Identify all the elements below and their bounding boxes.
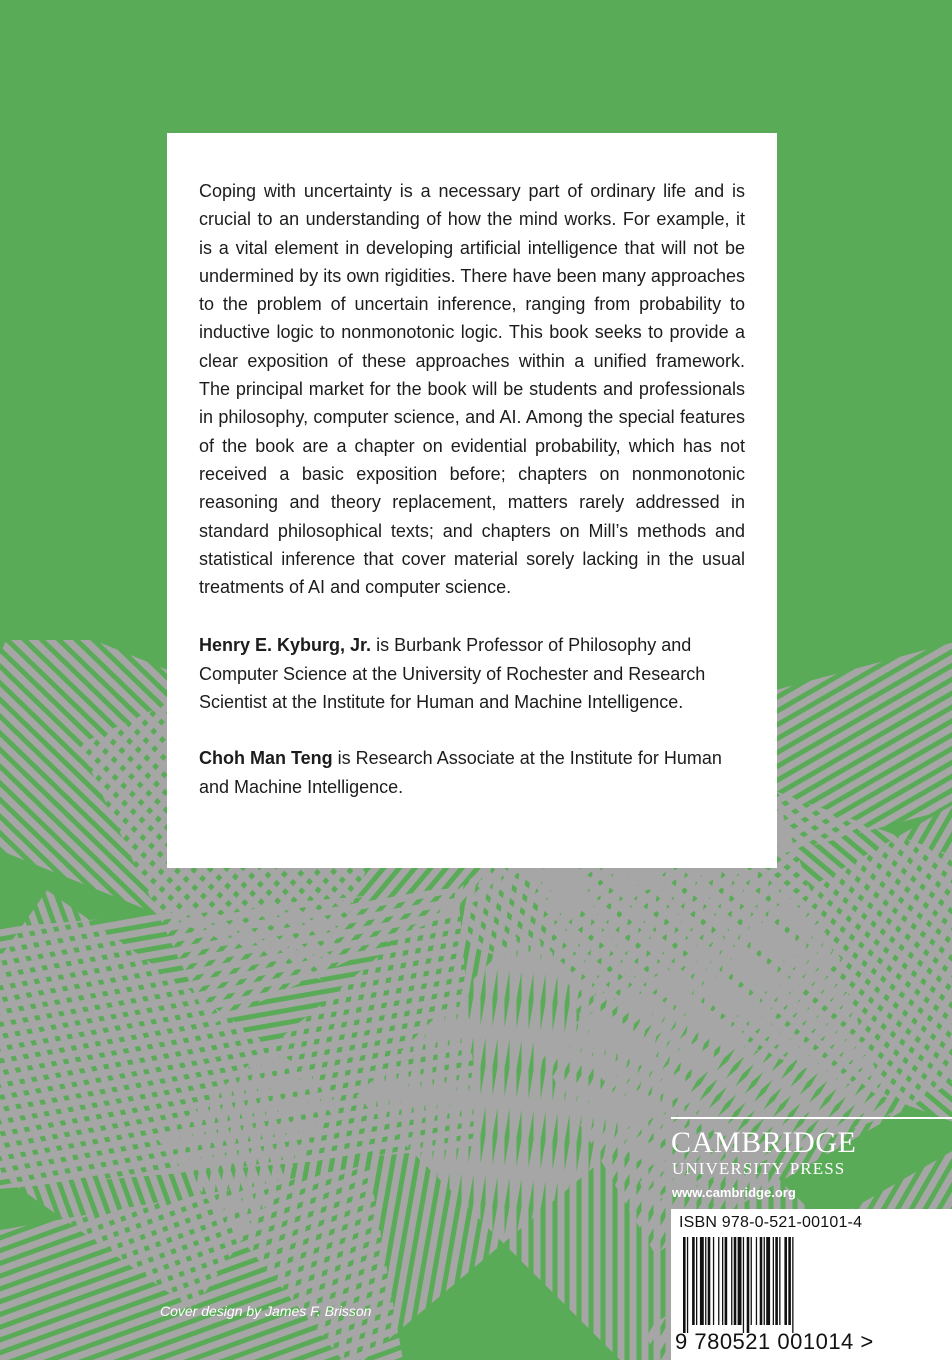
- barcode-bar: [751, 1237, 752, 1325]
- book-description: Coping with uncertainty is a necessary part of ordinary life and is crucial to an understanding of how the mind works. For example, it is a vital element in developing artificial intelligence that will not be undermined by its own rigidities. There have been many approaches to the problem of uncertain inference, ranging from probability to inductive logic to nonmonotonic logic. This book seeks to provide a clear exposition of these approaches within a unified framework. The principal market for the book will be students and professionals in philosophy, computer science, and AI. Among the special features of the book are a chapter on evidential probability, which has not received a basic exposition before; chapters on nonmonotonic reasoning and theory replacement, matters rarely addressed in standard philosophical texts; and chapters on Mill’s methods and statistical inference that cover material sorely lacking in the usual treatments of AI and computer science.: [199, 181, 745, 598]
- barcode-bar: [738, 1237, 742, 1325]
- blurb-panel: [167, 133, 777, 868]
- barcode-bar: [764, 1237, 765, 1325]
- barcode-digits: 9 780521 001014 >: [675, 1329, 874, 1354]
- barcode-bar: [696, 1237, 697, 1325]
- author-bio-text: is Burbank Professor of Philosophy and Computer Science at the University of Rochester and Research Scientist at the Institute for Human and Machine Intelligence.: [199, 635, 706, 713]
- barcode-bar: [683, 1237, 686, 1333]
- barcode-bar: [792, 1237, 793, 1333]
- barcode-bar: [708, 1237, 711, 1325]
- barcode-bar: [692, 1237, 695, 1325]
- author-name: Choh Man Teng: [199, 748, 333, 769]
- author-bio-kyburg: [199, 631, 745, 716]
- cover-design-credit: Cover design by James F. Brisson: [160, 1303, 372, 1319]
- author-name: Henry E. Kyburg, Jr.: [199, 635, 372, 656]
- publisher-logo: [671, 1117, 952, 1207]
- isbn-barcode: [671, 1209, 952, 1360]
- barcode-bars: [679, 1237, 877, 1337]
- barcode-bar: [766, 1237, 770, 1325]
- barcode-bar: [760, 1237, 763, 1325]
- publisher-url: www.cambridge.org: [672, 1185, 796, 1200]
- barcode-bar: [725, 1237, 728, 1325]
- isbn-label: ISBN 978-0-521-00101-4: [679, 1214, 863, 1231]
- publisher-rule: [671, 1117, 952, 1119]
- author-bio-text: is Research Associate at the Institute for Human and Machine Intelligence.: [199, 748, 722, 797]
- barcode-bar: [705, 1237, 706, 1325]
- barcode-bar: [700, 1237, 704, 1325]
- barcode-bar: [722, 1237, 723, 1325]
- stripe-band: [0, 888, 480, 1192]
- barcode-bar: [687, 1237, 688, 1333]
- author-bio-teng: [199, 744, 745, 801]
- barcode-bar: [779, 1237, 780, 1325]
- publisher-name: CAMBRIDGE: [671, 1126, 857, 1159]
- barcode-bar: [784, 1237, 787, 1325]
- barcode-bar: [788, 1237, 791, 1325]
- barcode-bar: [743, 1237, 744, 1333]
- barcode-bar: [756, 1237, 757, 1325]
- publisher-subtitle: UNIVERSITY PRESS: [672, 1159, 846, 1178]
- barcode-bar: [775, 1237, 778, 1325]
- barcode-bar: [747, 1237, 750, 1333]
- barcode-bar: [718, 1237, 719, 1325]
- barcode-bar: [734, 1237, 737, 1325]
- barcode-bar: [713, 1237, 714, 1325]
- barcode-bar: [773, 1237, 774, 1325]
- barcode-bar: [731, 1237, 732, 1325]
